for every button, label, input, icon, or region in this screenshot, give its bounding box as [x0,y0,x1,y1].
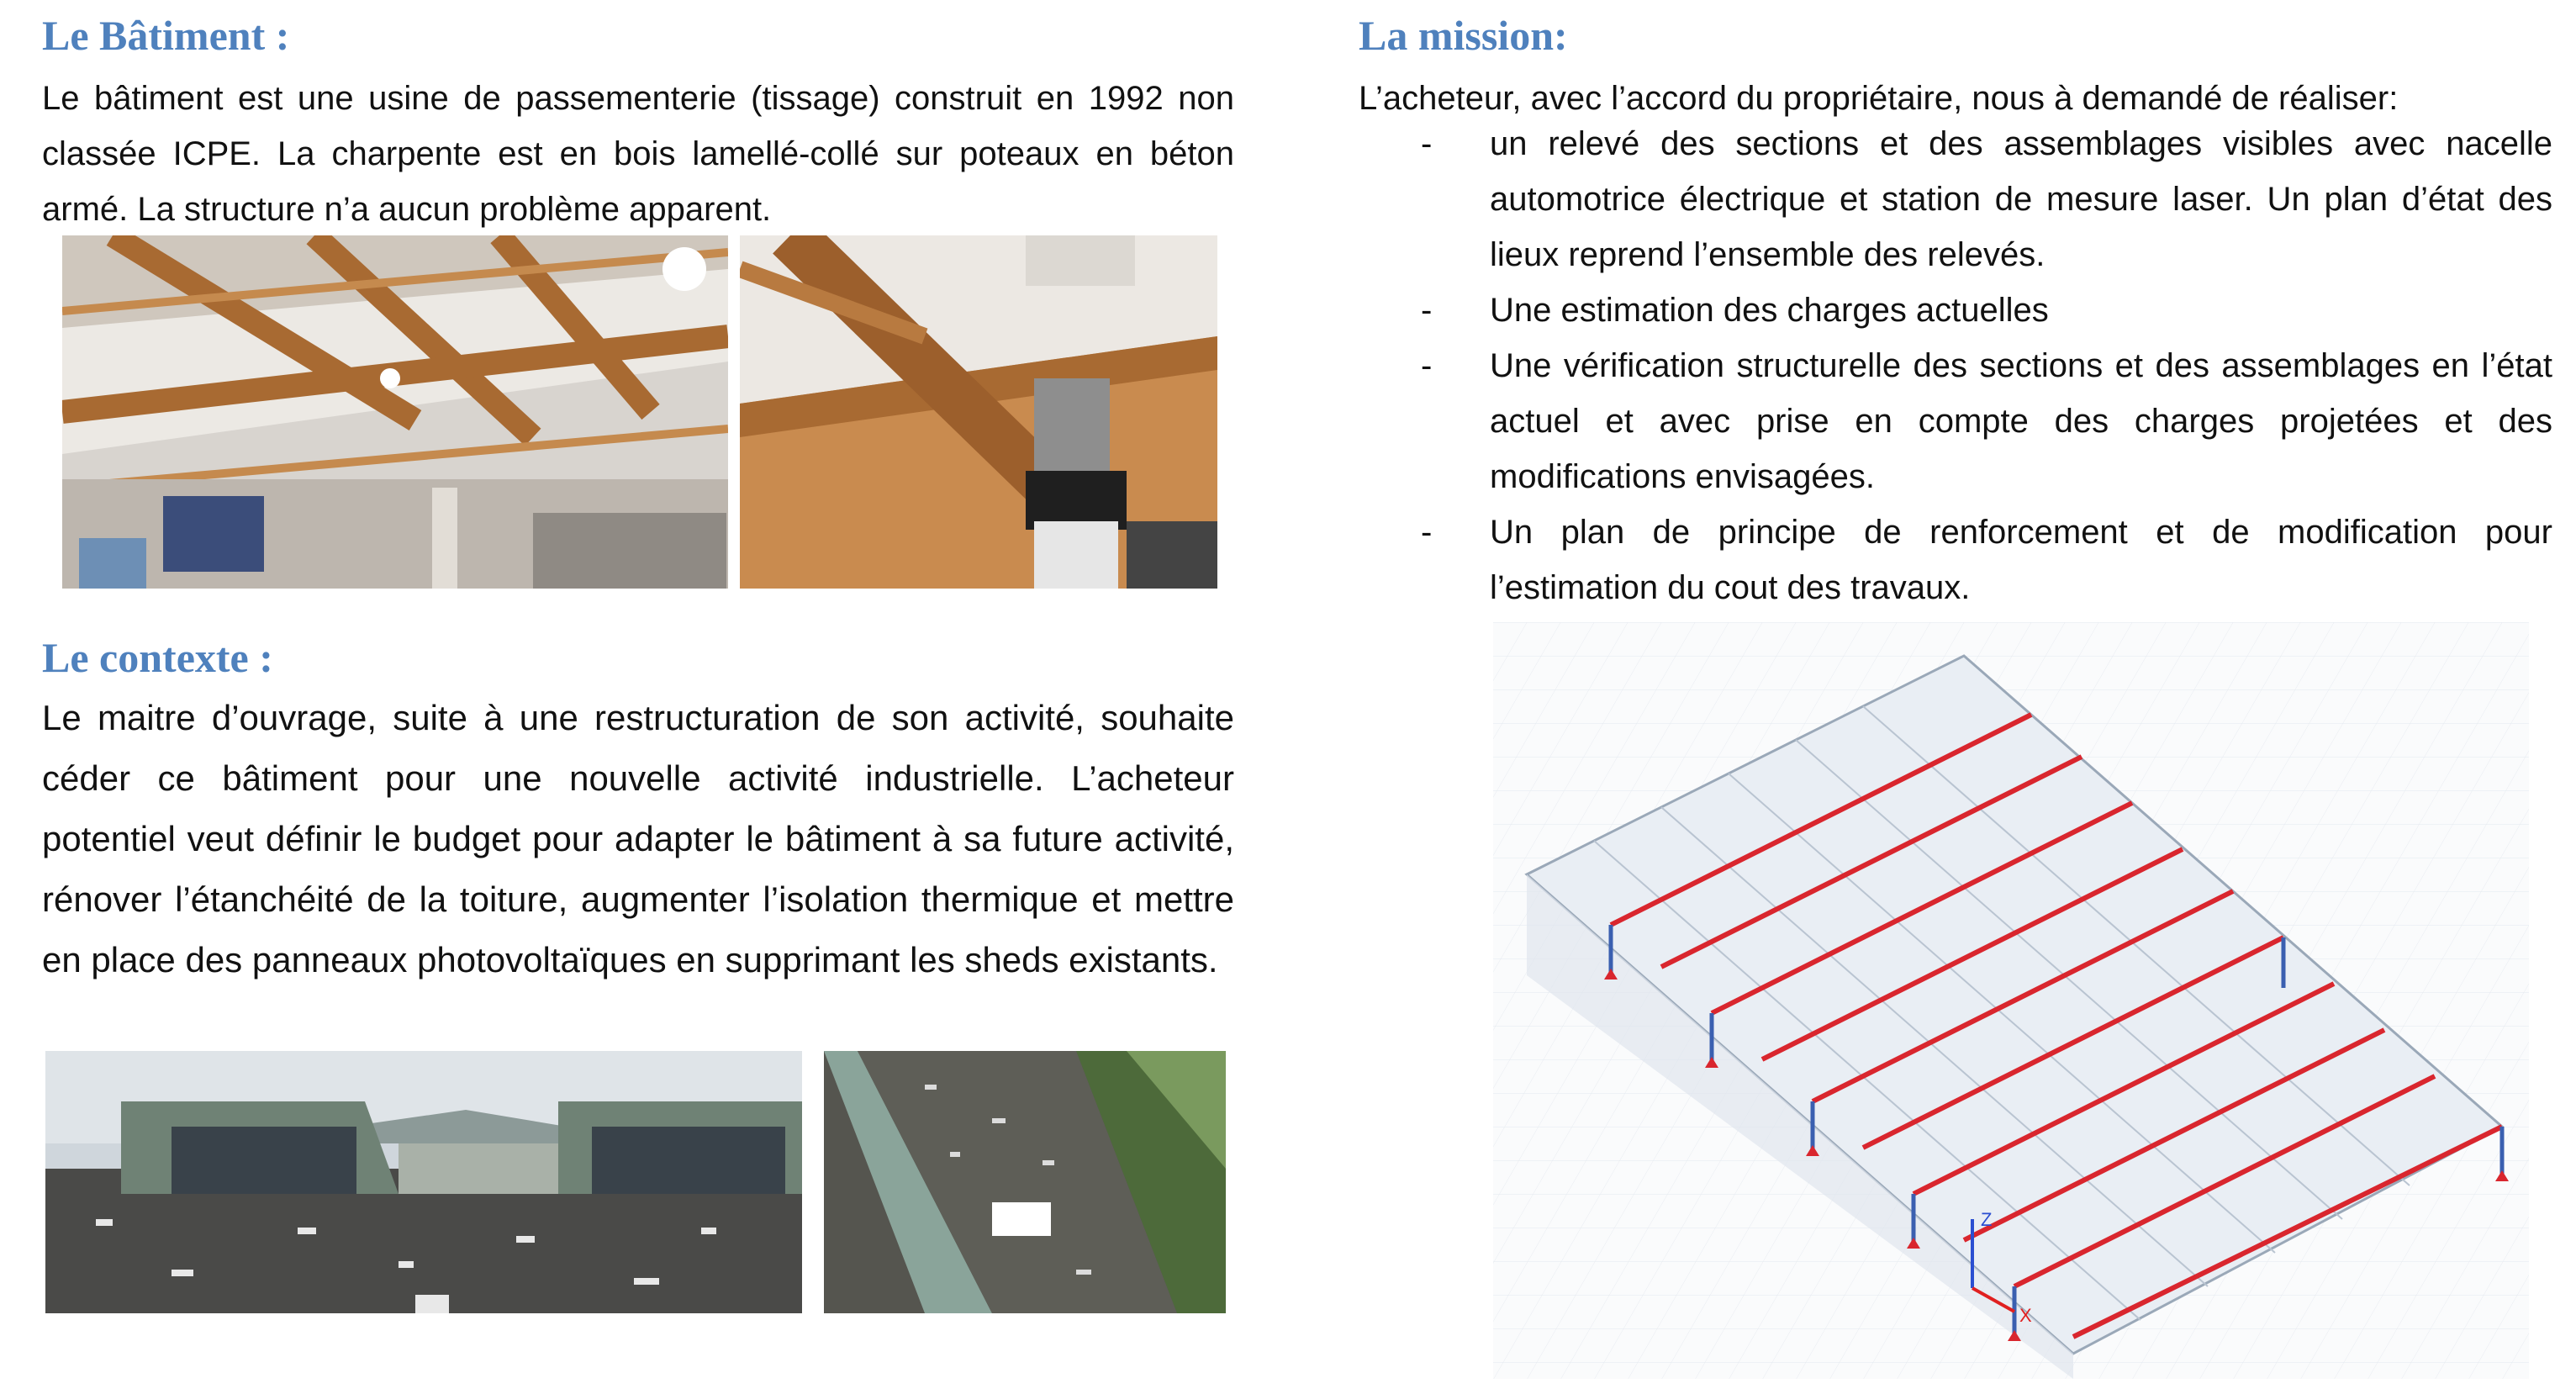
z-axis-label: Z [1981,1209,1993,1230]
mission-item [1359,282,2552,338]
x-axis-label: X [2019,1305,2032,1326]
mission-item-text: Un plan de principe de renforcement et de modification pour l’estimation du cout des travaux. [1490,514,2552,606]
bullet-marker: - [1421,514,1433,551]
mission-title: La mission: [1359,12,1568,59]
mission-item [1359,504,2552,615]
mission-item [1359,338,2552,504]
batiment-text: Le bâtiment est une usine de passementerie (tissage) construit en 1992 non classée ICPE. La charpente est en bois lamellé-collé sur poteaux en béton armé. La structure n’a aucun problème apparent. [42,80,1234,228]
mission-item-text: Une vérification structurelle des sections et des assemblages en l’état actuel et avec prise en compte des charges projetées et des modifications envisagées. [1490,347,2552,495]
bullet-marker: - [1421,347,1433,384]
mission-item-text: un relevé des sections et des assemblages visibles avec nacelle automotrice électrique et station de mesure laser. Un plan d’état des lieux reprend l’ensemble des relevés. [1490,125,2552,273]
contexte-text: Le maitre d’ouvrage, suite à une restructuration de son activité, souhaite céder ce bâtiment pour une nouvelle activité industrielle. L’acheteur potentiel veut définir le budget pour adapter le bâtiment à sa future activité, rénover l’étanchéité de la toiture, augmenter l’isolation thermique et mettre en place des panneaux photovoltaïques en supprimant les sheds existants. [42,698,1234,979]
mission-intro: L’acheteur, avec l’accord du propriétaire, nous à demandé de réaliser: [1359,80,2399,117]
roof-skylight-photo [824,1051,1226,1313]
contexte-title: Le contexte : [42,634,273,681]
structural-model-render [1493,622,2529,1379]
bullet-marker: - [1421,292,1433,329]
interior-photo-wide [62,235,728,589]
batiment-title: Le Bâtiment : [42,12,290,59]
mission-item-text: Une estimation des charges actuelles [1490,292,2049,329]
interior-photo-close [740,235,1217,589]
bullet-marker: - [1421,125,1433,162]
mission-item [1359,116,2552,282]
roof-sheds-photo [45,1051,802,1313]
mission-list [1359,116,2552,615]
